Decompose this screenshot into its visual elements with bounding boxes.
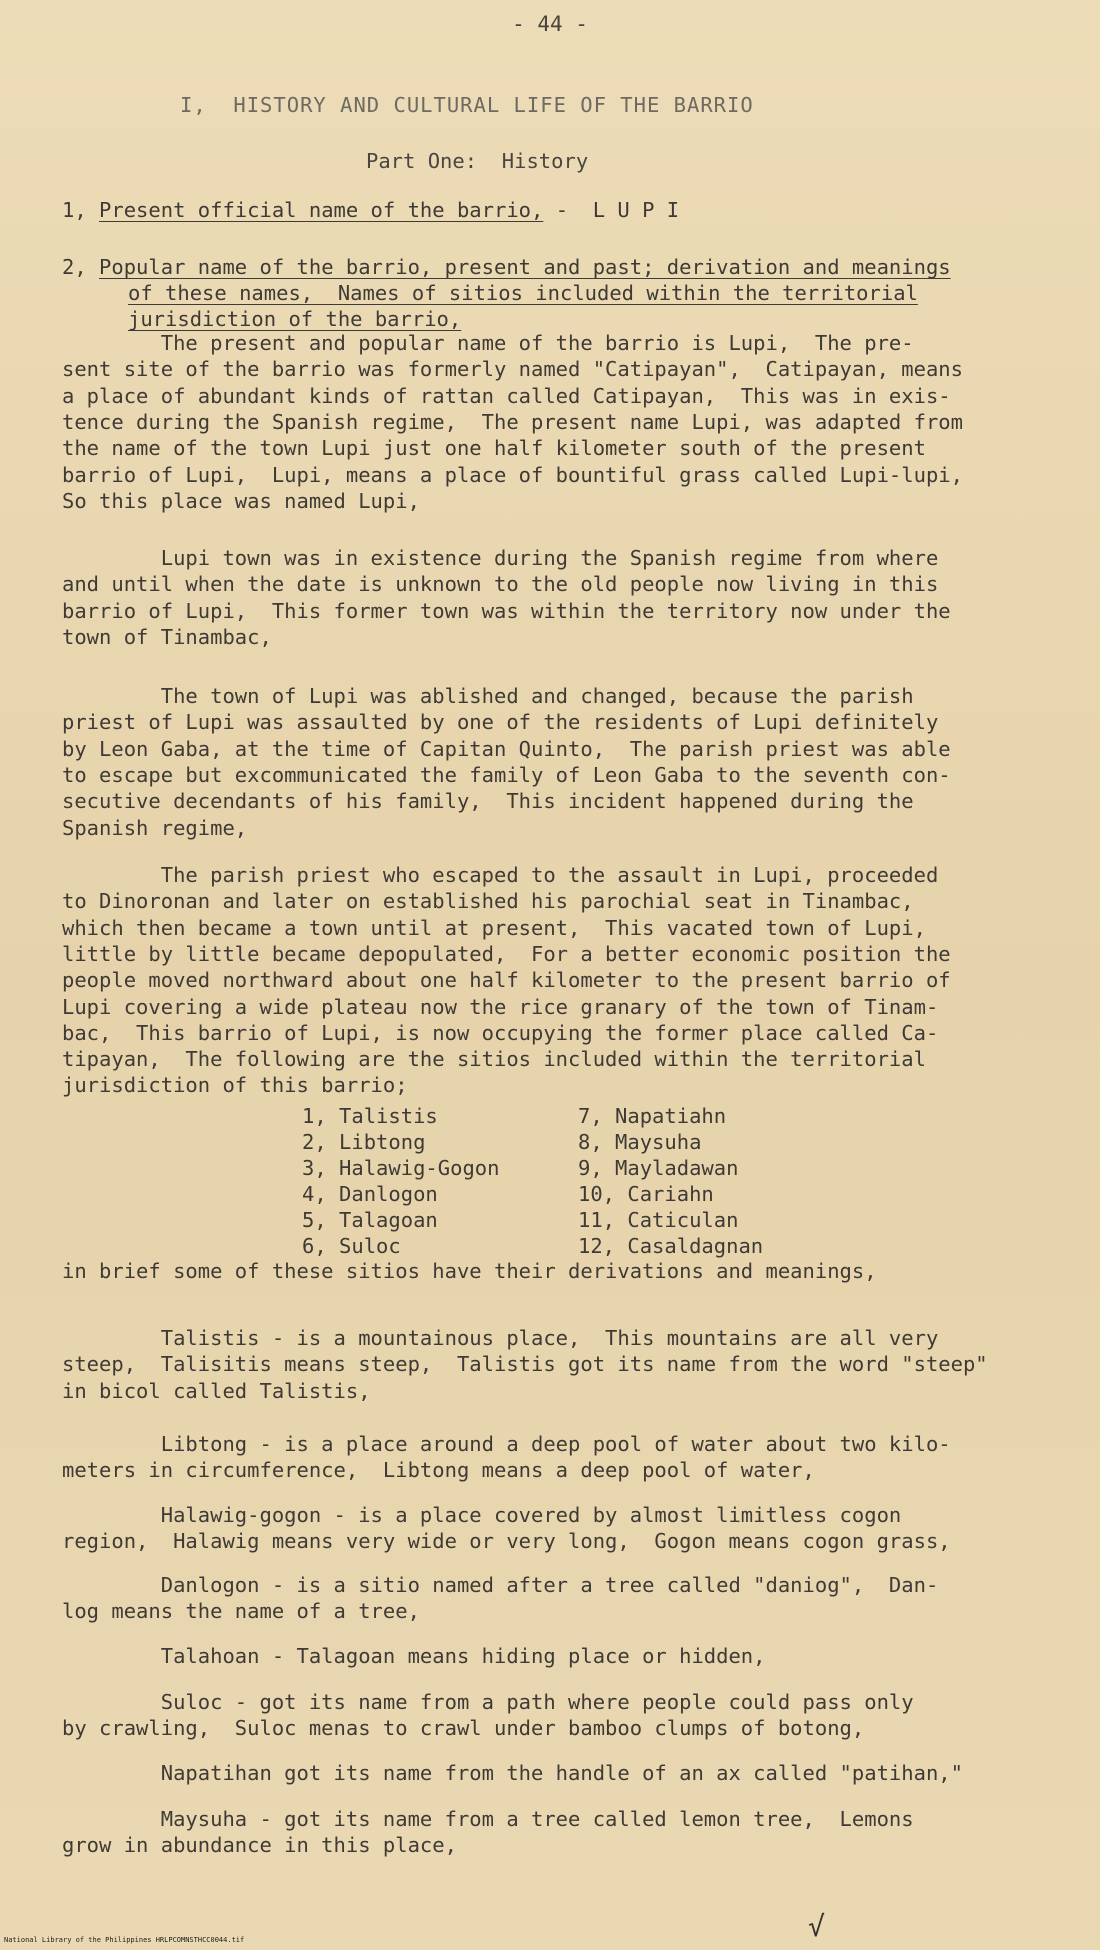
derivation-6-line: by crawling, Suloc menas to crawl under bamboo clumps of botong, — [62, 1716, 865, 1741]
derivation-2-line: meters in circumference, Libtong means a deep pool of water, — [62, 1458, 815, 1483]
paragraph-4-line: people moved northward about one half kilometer to the present barrio of — [62, 968, 951, 993]
question-2-line-1: 2, Popular name of the barrio, present and past; derivation and meanings — [62, 255, 951, 279]
sitio-item: 12, Casaldagnan — [578, 1234, 764, 1258]
sitio-item: 4, Danlogon — [302, 1182, 438, 1206]
paragraph-1-line: a place of abundant kinds of rattan called Catipayan, This was in exis- — [62, 383, 951, 408]
derivation-8-line: grow in abundance in this place, — [62, 1833, 457, 1858]
page-number: - 44 - — [512, 12, 588, 36]
paragraph-2-line: and until when the date is unknown to the old people now living in this — [62, 572, 939, 597]
paragraph-1-line: So this place was named Lupi, — [62, 488, 420, 513]
derivation-3-line: Halawig-gogon - is a place covered by almost limitless cogon — [62, 1503, 902, 1527]
paragraph-3-line: by Leon Gaba, at the time of Capitan Quinto, The parish priest was able — [62, 736, 951, 761]
sitio-item: 6, Suloc — [302, 1234, 401, 1258]
derivation-5-line: Talahoan - Talagoan means hiding place or hidden, — [62, 1644, 766, 1668]
paragraph-4-line: which then became a town until at present, This vacated town of Lupi, — [62, 915, 926, 940]
paragraph-4-line: bac, This barrio of Lupi, is now occupying the former place called Ca- — [62, 1020, 939, 1045]
derivation-1-line: Talistis - is a mountainous place, This mountains are all very — [62, 1326, 939, 1350]
sitio-item: 11, Caticulan — [578, 1208, 739, 1232]
derivation-7-line: Napatihan got its name from the handle of an ax called "patihan," — [62, 1761, 963, 1785]
paragraph-4-line: Lupi covering a wide plateau now the rice granary of the town of Tinam- — [62, 994, 939, 1019]
sitio-item: 9, Mayladawan — [578, 1156, 739, 1180]
paragraph-4-line: tipayan, The following are the sitios included within the territorial — [62, 1047, 926, 1072]
derivation-6-line: Suloc - got its name from a path where people could pass only — [62, 1690, 914, 1714]
sitio-item: 2, Libtong — [302, 1130, 426, 1154]
paragraph-4-line: to Dinoronan and later on established his parochial seat in Tinambac, — [62, 889, 914, 914]
paragraph-3-line: Spanish regime, — [62, 815, 248, 840]
derivation-2-line: Libtong - is a place around a deep pool of water about two kilo- — [62, 1432, 951, 1456]
paragraph-2-line: Lupi town was in existence during the Spanish regime from where — [62, 546, 939, 570]
paragraph-3-line: to escape but excommunicated the family of Leon Gaba to the seventh con- — [62, 762, 951, 787]
paragraph-1-line: barrio of Lupi, Lupi, means a place of bountiful grass called Lupi-lupi, — [62, 462, 963, 487]
paragraph-1-line: tence during the Spanish regime, The present name Lupi, was adapted from — [62, 409, 963, 434]
paragraph-3-line: secutive decendants of his family, This incident happened during the — [62, 789, 914, 814]
paragraph-1-line: the name of the town Lupi just one half kilometer south of the present — [62, 436, 926, 461]
derivation-1-line: steep, Talisitis means steep, Talistis got its name from the word "steep" — [62, 1352, 988, 1377]
paragraph-3-line: priest of Lupi was assaulted by one of the residents of Lupi definitely — [62, 710, 939, 735]
question-1: 1, Present official name of the barrio, - L U P I — [62, 198, 680, 222]
sitio-item: 10, Cariahn — [578, 1182, 714, 1206]
paragraph-1-line: sent site of the barrio was formerly named "Catipayan", Catipayan, means — [62, 357, 963, 382]
derivation-8-line: Maysuha - got its name from a tree called lemon tree, Lemons — [62, 1807, 914, 1831]
sitio-item: 3, Halawig-Gogon — [302, 1156, 500, 1180]
paragraph-3-line: The town of Lupi was ablished and changed, because the parish — [62, 684, 914, 708]
paragraph-2-line: barrio of Lupi, This former town was within the territory now under the — [62, 598, 951, 623]
derivation-3-line: region, Halawig means very wide or very long, Gogon means cogon grass, — [62, 1529, 951, 1554]
after-list-line: in brief some of these sitios have their derivations and meanings, — [62, 1259, 877, 1283]
paragraph-2-line: town of Tinambac, — [62, 624, 272, 649]
sitio-item: 8, Maysuha — [578, 1130, 702, 1154]
footer-credit: National Library of the Philippines HRLPCOMNSTHCC0044.tif — [4, 1936, 245, 1944]
paragraph-4-line: little by little became depopulated, For a better economic position the — [62, 941, 951, 966]
paragraph-1-line: The present and popular name of the barrio is Lupi, The pre- — [62, 331, 914, 355]
question-2-line-3: jurisdiction of the barrio, — [128, 307, 462, 331]
sitio-item: 5, Talagoan — [302, 1208, 438, 1232]
derivation-1-line: in bicol called Talistis, — [62, 1378, 371, 1403]
section-title: I, HISTORY AND CULTURAL LIFE OF THE BARRIO — [180, 93, 754, 117]
sitio-item: 7, Napatiahn — [578, 1104, 727, 1128]
check-mark: √ — [808, 1910, 825, 1943]
derivation-4-line: log means the name of a tree, — [62, 1599, 420, 1624]
part-title: Part One: History — [366, 149, 589, 173]
derivation-4-line: Danlogon - is a sitio named after a tree called "daniog", Dan- — [62, 1573, 939, 1597]
sitio-item: 1, Talistis — [302, 1104, 438, 1128]
question-2-line-2: of these names, Names of sitios included within the territorial — [128, 281, 918, 305]
paragraph-4-line: The parish priest who escaped to the assault in Lupi, proceeded — [62, 863, 939, 887]
paragraph-4-line: jurisdiction of this barrio; — [62, 1073, 408, 1098]
